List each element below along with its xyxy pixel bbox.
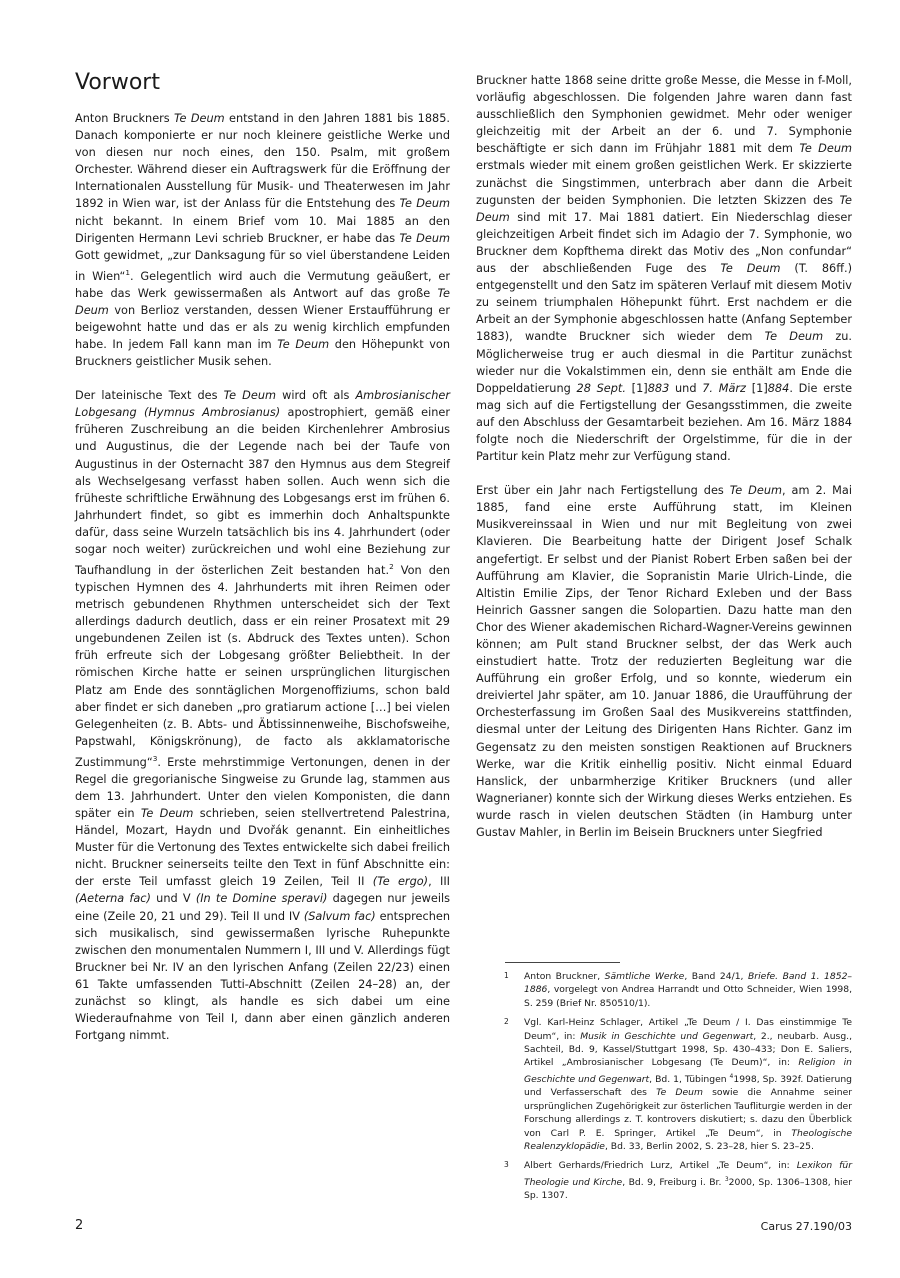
footnote-marker: 4 xyxy=(729,1072,734,1080)
footnote-text: Anton Bruckner, Sämtliche Werke, Band 24/1, Briefe. Band 1. 1852–1886, vorgelegt von Andrea Harrandt und Otto Schneider, Wien 1998, S. 259 (Brief Nr. 850510/1). xyxy=(524,971,853,1009)
right-column xyxy=(476,72,852,841)
italic-text: Te Deum xyxy=(729,484,782,498)
body-paragraph: Bruckner hatte 1868 seine dritte große Messe, die Messe in f-Moll, vorläufig abgeschlossen. Die folgenden Jahre waren dann fast ausschließlich den Symphonien gewidmet. Mehr oder weniger gleichzeitig mit der Arbeit an der 6. und 7. Symphonie beschäftigte er sich dann im Frühjahr 1881 mit dem Te Deum erstmals wieder mit einem großen geistlichen Werk. Er skizzierte zunächst die Singstimmen, unterbrach aber dann die Arbeit zugunsten der beiden Symphonien. Die letzten Skizzen des Te Deum sind mit 17. Mai 1881 datiert. Ein Niederschlag dieser gleichzeitigen Arbeit findet sich im Adagio der 7. Symphonie, wo Bruckner dem Kopfthema direkt das Motiv des „Non confundar“ aus der abschließenden Fuge des Te Deum (T. 86ff.) entgegenstellt und den Satz im späteren Verlauf mit diesem Motiv zu seinem triumphalen Höhepunkt führt. Erst nachdem er die Arbeit an der Symphonie abgeschlossen hatte (Anfang September 1883), wandte Bruckner sich wieder dem Te Deum zu. Möglicherweise trug er auch diesmal in die Partitur zunächst wieder nur die Vokalstimmen ein, denn sie enthält am Ende die Doppeldatierung 28 Sept. [1]883 und 7. März [1]884. Die erste mag sich auf die Fertigstellung der Gesangsstimmen, die zweite auf den Abschluss der Gesamtarbeit beziehen. Am 16. März 1884 folgte noch die Niederschrift der Orgelstimme, für die in der Partitur kein Platz mehr zur Verfügung stand. xyxy=(476,74,853,464)
footnote xyxy=(504,970,852,1010)
footnote-number: 1 xyxy=(504,971,509,980)
italic-text: 7. März xyxy=(702,381,746,395)
italic-text: Ambrosianischer Lobgesang (Hymnus Ambrosianus) xyxy=(75,389,451,420)
italic-text: (Salvum fac) xyxy=(303,909,376,923)
italic-text: 883 xyxy=(647,381,670,395)
italic-text: Te Deum xyxy=(720,262,781,276)
italic-text: Te Deum xyxy=(399,231,450,245)
italic-text: Sämtliche Werke xyxy=(604,971,685,982)
italic-text: Te Deum xyxy=(799,142,852,156)
italic-text: Religion in Geschichte und Gegenwart xyxy=(524,1057,852,1085)
page-title: Vorwort xyxy=(75,70,160,95)
body-paragraph: Anton Bruckners Te Deum entstand in den Jahren 1881 bis 1885. Danach komponierte er nur noch kleinere geistliche Werke und von diesen nur noch eines, den 150. Psalm, mit großem Orchester. Während dieser ein Auftragswerk für die Eröffnung der Internationalen Ausstellung für Musik- und Theaterwesen im Jahr 1892 in Wien war, ist der Anlass für die Entstehung des Te Deum nicht bekannt. In einem Brief vom 10. Mai 1885 an den Dirigenten Hermann Levi schrieb Bruckner, er habe das Te Deum Gott gewidmet, „zur Danksagung für so viel überstandene Leiden in Wien“$^1$. Gelegentlich wird auch die Vermutung geäußert, er habe das Werk gewissermaßen als Antwort auf das große Te Deum von Berlioz verstanden, dessen Wiener Erstaufführung er beigewohnt hatte und das er als zu wenig kirchlich empfunden habe. In jedem Fall kann man im Te Deum den Höhepunkt von Bruckners geistlicher Musik sehen. xyxy=(75,112,451,369)
italic-text: Briefe. Band 1. 1852–1886 xyxy=(524,971,853,996)
italic-text: Te Deum xyxy=(476,193,852,224)
footnote-divider xyxy=(505,962,620,963)
italic-text: (Aeterna fac) xyxy=(75,892,151,906)
footnote-marker: 1 xyxy=(125,267,130,277)
footnote-text: Vgl. Karl-Heinz Schlager, Artikel „Te Deum / I. Das einstimmige Te Deum“, in: Musik in Geschichte und Gegenwart, 2., neubarb. Ausg., Sachteil, Bd. 9, Kassel/Stuttgart 1998, Sp. 430–433; Don E. Saliers, Artikel „Ambrosianischer Lobgesang (Te Deum)“, in: Religion in Geschichte und Gegenwart, Bd. 1, Tübingen $^4$1998, Sp. 392f. Datierung und Verfasserschaft des Te Deum sowie die Annahme seiner ursprünglichen Zugehörigkeit zur österlichen Taufliturgie werden in der Forschung allerdings z. T. kontrovers diskutiert; s. dazu den Überblick von Carl P. E. Springer, Artikel „Te Deum“, in Theologische Realenzyklopädie, Bd. 33, Berlin 2002, S. 23–28, hier S. 23–25. xyxy=(524,1017,852,1152)
italic-text: Te Deum xyxy=(399,197,451,211)
footnote-marker: 2 xyxy=(389,562,394,572)
footnote-text: Albert Gerhards/Friedrich Lurz, Artikel „Te Deum“, in: Lexikon für Theologie und Kirche, Bd. 9, Freiburg i. Br. $^3$2000, Sp. 1306–1308, hier Sp. 1307. xyxy=(524,1160,852,1202)
left-column xyxy=(75,110,450,1044)
body-paragraph: Der lateinische Text des Te Deum wird oft als Ambrosianischer Lobgesang (Hymnus Ambrosianus) apostrophiert, gemäß einer früheren Zuschreibung an die beiden Kirchenlehrer Ambrosius und Augustinus, die der Legende nach bei der Taufe von Augustinus in der Osternacht 387 den Hymnus aus dem Stegreif als Wechselgesang verfasst haben sollen. Auch wenn sich die früheste schriftliche Erwähnung des Lobgesangs erst im frühen 6. Jahrhundert findet, so gibt es immerhin doch Anhaltspunkte dafür, dass seine Wurzeln tatsächlich bis ins 4. Jahrhundert (oder sogar noch weiter) zurückreichen und wohl eine Beziehung zur Taufhandlung in der österlichen Zeit bestanden hat.$^2$ Von den typischen Hymnen des 4. Jahrhunderts mit ihren Reimen oder metrisch gebundenen Rhythmen unterscheidet sich der Text allerdings dadurch deutlich, dass er ein reiner Prosatext mit 29 ungebundenen Zeilen ist (s. Abdruck des Textes unten). Schon früh erfreute sich der Lobgesang größter Beliebtheit. In der römischen Kirche hatte er seinen ursprünglichen liturgischen Platz am Ende des sonntäglichen Morgenoffiziums, schon bald aber findet er sich daneben „pro gratiarum actione […] bei vielen Gelegenheiten (z. B. Abts- und Äbtissinnenweihe, Bischofsweihe, Papstwahl, Königskrönung), de facto als akklamatorische Zustimmung“$^3$. Erste mehrstimmige Vertonungen, denen in der Regel die gregorianische Singweise zu Grunde lag, stammen aus dem 13. Jahrhundert. Unter den vielen Komponisten, die dann später ein Te Deum schrieben, seien stellvertretend Palestrina, Händel, Mozart, Haydn und Dvořák genannt. Ein einheitliches Muster für die Vertonung des Textes entwickelte sich dabei freilich nicht. Bruckner seinerseits teilte den Text in fünf Abschnitte ein: der erste Teil umfasst gleich 19 Zeilen, Teil II (Te ergo), III (Aeterna fac) und V (In te Domine speravi) dagegen nur jeweils eine (Zeile 20, 21 und 29). Teil II und IV (Salvum fac) entsprechen sich musikalisch, sind gewissermaßen lyrische Ruhepunkte zwischen den monumentalen Nummern I, III und V. Allerdings fügt Bruckner bei Nr. IV an den lyrischen Anfang (Zeilen 22/23) einen 61 Takte umfassenden Tutti-Abschnitt (Zeilen 24–28) an, der zunächst so klingt, als handle es sich dabei um eine Wiederaufnahme von Teil I, dann aber einen gänzlich anderen Fortgang nimmt. xyxy=(75,389,451,1043)
italic-text: 28 Sept. xyxy=(576,381,626,395)
footnotes xyxy=(504,970,852,1209)
italic-text: Theologische Realenzyklopädie xyxy=(524,1127,852,1152)
italic-text: 884 xyxy=(767,381,790,395)
footnote xyxy=(504,1159,852,1202)
footnote-number: 3 xyxy=(504,1160,509,1170)
footnote-number: 2 xyxy=(504,1017,509,1027)
italic-text: Te Deum xyxy=(656,1087,703,1099)
body-paragraph: Erst über ein Jahr nach Fertigstellung des Te Deum, am 2. Mai 1885, fand eine erste Aufführung statt, im Kleinen Musikvereinssaal in Wien und nur mit Begleitung von zwei Klavieren. Die Bearbeitung hatte der Dirigent Josef Schalk angefertigt. Er selbst und der Pianist Robert Erben saßen bei der Aufführung am Klavier, die Sopranistin Marie Ulrich-Linde, die Altistin Emilie Zips, der Tenor Richard Exleben und der Bass Heinrich Gassner sangen die Solopartien. Dazu hatte man den Chor des Wiener akademischen Richard-Wagner-Vereins gewinnen können; am Pult stand Bruckner selbst, der das Werk auch einstudiert hatte. Trotz der reduzierten Begleitung war die Aufführung ein großer Erfolg, und so konnte, wiederum ein dreiviertel Jahr später, am 10. Januar 1886, die Uraufführung der Orchesterfassung im Großen Saal des Musikvereins stattfinden, diesmal unter der Leitung des Dirigenten Hans Richter. Ganz im Gegensatz zu den meisten sonstigen Reaktionen auf Bruckners Werke, war die Kritik einhellig positiv. Nicht einmal Eduard Hanslick, der unbarmherzige Kritiker Bruckners (und aller Wagnerianer) konnte sich der Wirkung dieses Werks entziehen. Es wurde rasch in vielen deutschen Städten (in Hamburg unter Gustav Mahler, in Berlin im Beisein Bruckners unter Siegfried xyxy=(476,484,852,840)
italic-text: Te Deum xyxy=(75,286,450,317)
footnote-marker: 3 xyxy=(152,753,158,763)
italic-text: Te Deum xyxy=(223,389,276,403)
italic-text: Lexikon für Theologie und Kirche xyxy=(524,1160,852,1188)
catalog-number: Carus 27.190/03 xyxy=(760,1220,852,1233)
italic-text: Te Deum xyxy=(764,330,824,344)
italic-text: Te Deum xyxy=(140,806,194,820)
page-number: 2 xyxy=(75,1218,84,1233)
italic-text: Te Deum xyxy=(277,337,330,351)
footnote xyxy=(504,1016,852,1153)
footnote-marker: 3 xyxy=(724,1175,729,1183)
italic-text: Te Deum xyxy=(174,112,225,125)
italic-text: (Te ergo) xyxy=(372,875,429,889)
italic-text: Musik in Geschichte und Gegenwart xyxy=(580,1030,754,1042)
italic-text: (In te Domine speravi) xyxy=(195,892,328,906)
